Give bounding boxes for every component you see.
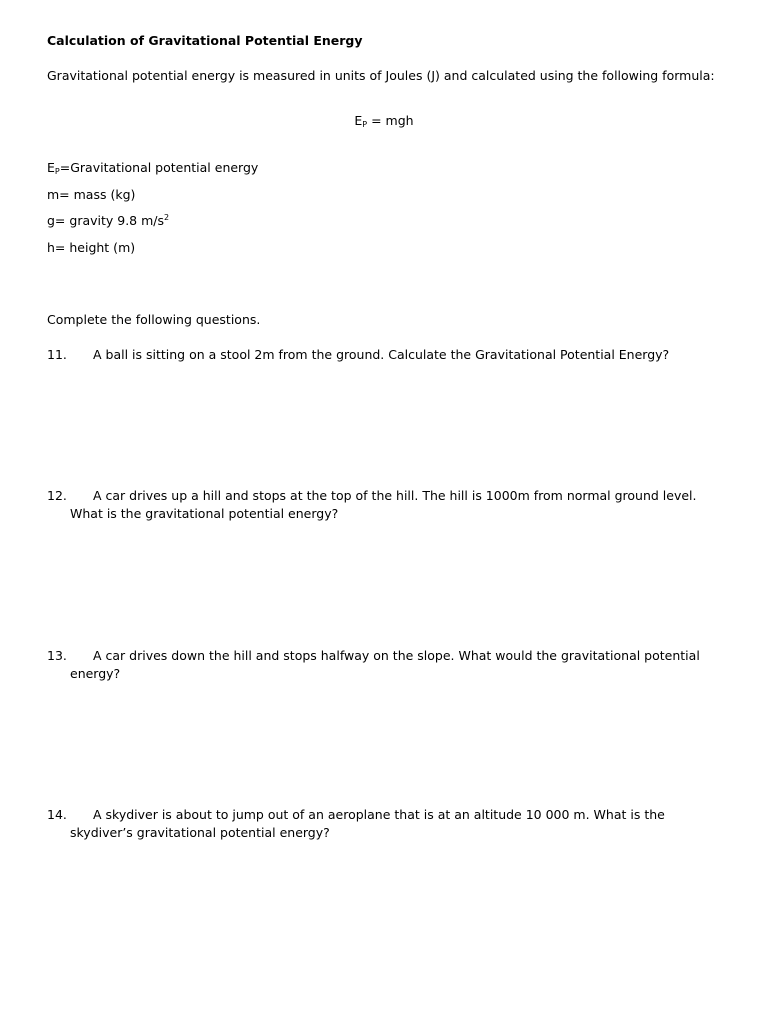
- question-12-text: A car drives up a hill and stops at the top of the hill. The hill is 1000m from normal ground level.: [93, 488, 697, 503]
- definition-g-text: g= gravity 9.8 m/s: [47, 213, 165, 228]
- question-11-number: 11.: [47, 347, 67, 362]
- question-12-line-2: What is the gravitational potential energy?: [70, 506, 339, 521]
- question-13-line-1: [47, 647, 727, 665]
- question-12: [47, 487, 727, 523]
- formula-rhs: = mgh: [367, 113, 414, 128]
- question-14-line-1: [47, 806, 727, 824]
- question-13: [47, 647, 727, 683]
- question-13-text: A car drives down the hill and stops halfway on the slope. What would the gravitational potential: [93, 648, 700, 663]
- question-13-number: 13.: [47, 648, 67, 663]
- formula-lhs-subscript: P: [362, 120, 368, 129]
- question-11-line-1: [47, 346, 727, 364]
- question-11: [47, 346, 727, 364]
- definition-ep: [47, 159, 258, 179]
- formula: [0, 112, 768, 132]
- intro-paragraph: Gravitational potential energy is measured in units of Joules (J) and calculated using the following formula:: [47, 68, 715, 83]
- page-title: Calculation of Gravitational Potential Energy: [47, 33, 363, 48]
- question-12-line-1: [47, 487, 727, 505]
- formula-lhs: E: [354, 113, 363, 128]
- definition-ep-symbol: E: [47, 160, 55, 175]
- definition-g-superscript: 2: [164, 213, 170, 222]
- question-13-line-2: energy?: [70, 666, 121, 681]
- question-12-number: 12.: [47, 488, 67, 503]
- instructions: Complete the following questions.: [47, 312, 261, 327]
- definition-m: m= mass (kg): [47, 187, 136, 202]
- question-14-number: 14.: [47, 807, 67, 822]
- definition-ep-subscript: P: [54, 167, 60, 176]
- definition-g: [47, 212, 169, 232]
- question-11-text: A ball is sitting on a stool 2m from the ground. Calculate the Gravitational Potential Energy?: [93, 347, 670, 362]
- question-14-line-2: skydiver’s gravitational potential energy?: [70, 825, 330, 840]
- definition-ep-text: =Gravitational potential energy: [59, 160, 259, 175]
- question-14-text: A skydiver is about to jump out of an aeroplane that is at an altitude 10 000 m. What is the: [93, 807, 665, 822]
- definition-h: h= height (m): [47, 240, 136, 255]
- question-14: [47, 806, 727, 842]
